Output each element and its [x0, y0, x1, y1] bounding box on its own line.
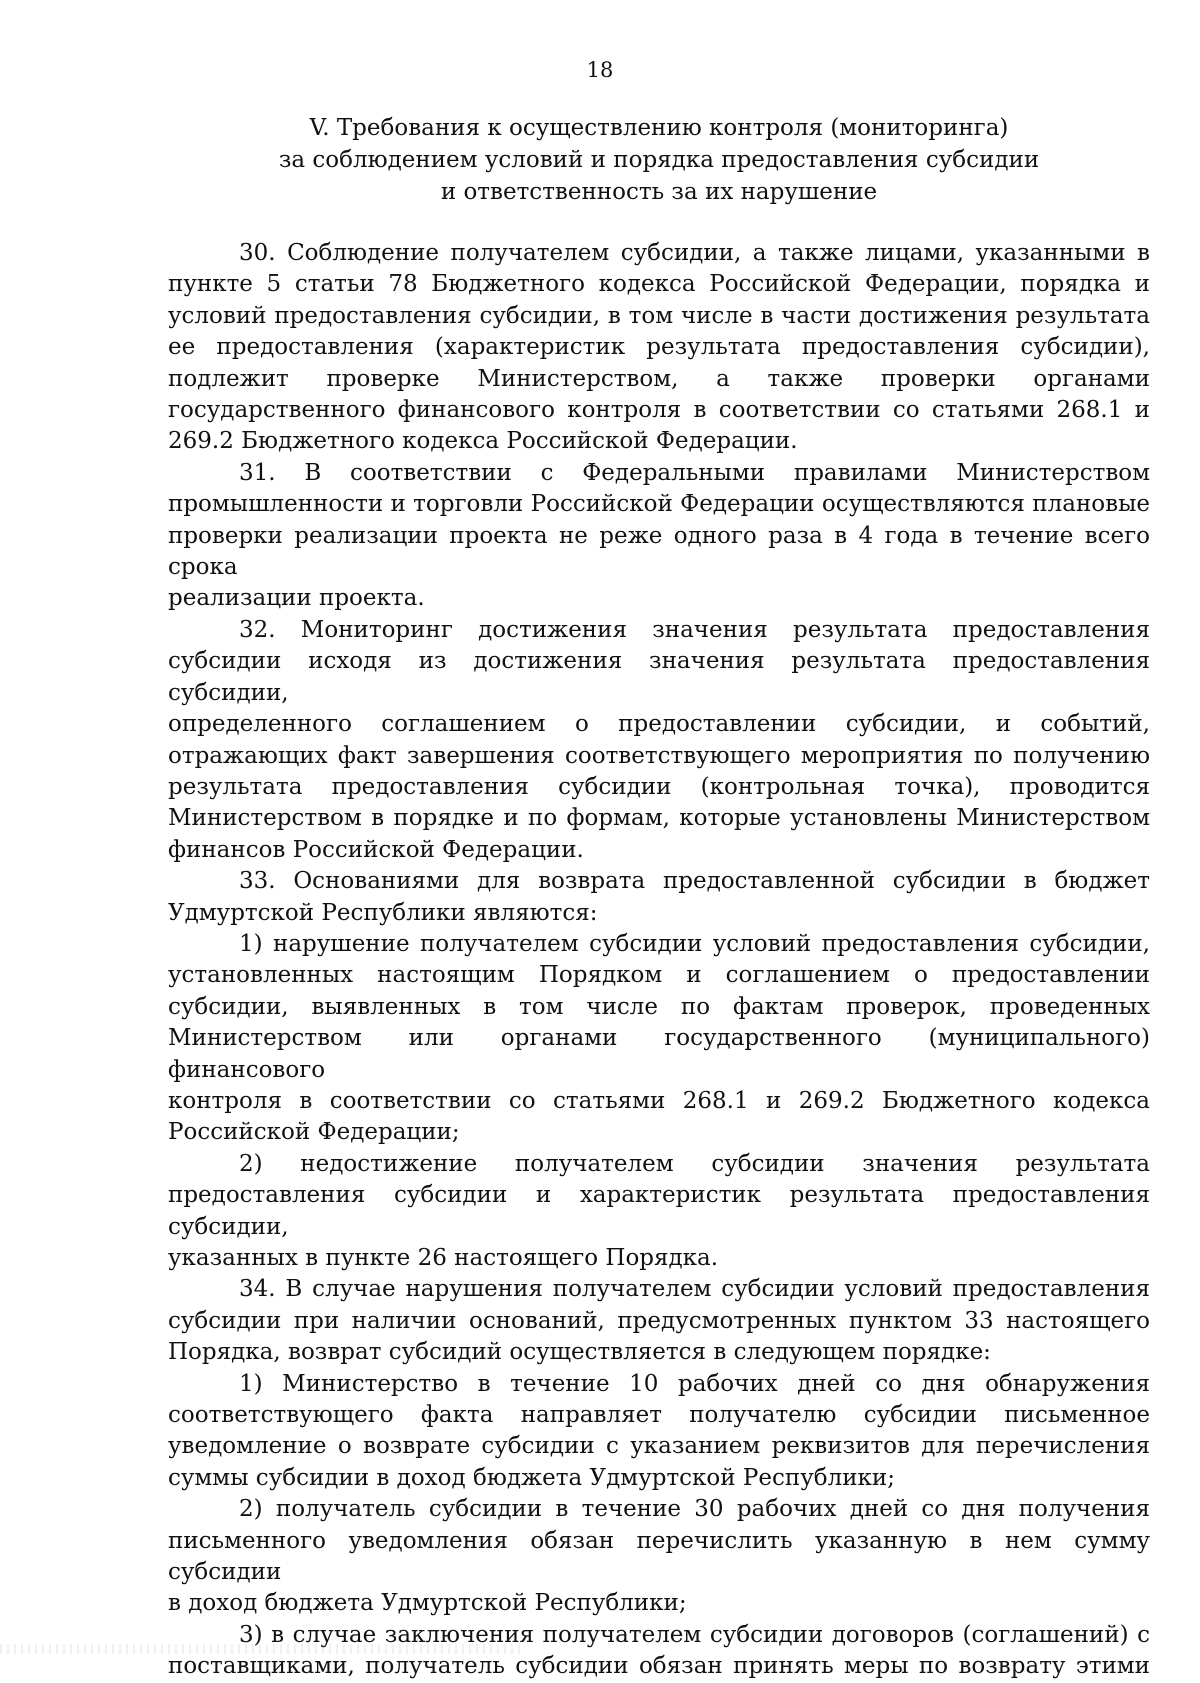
paragraph [168, 1274, 1150, 1368]
paragraph-line: 2) получатель субсидии в течение 30 рабочих дней со дня получения [239, 1496, 1150, 1523]
paragraph-line: 34. В случае нарушения получателем субсидии условий предоставления [239, 1276, 1150, 1303]
paragraph-line: субсидии, выявленных в том числе по фактам проверок, проведенных [168, 993, 1150, 1020]
paragraph-line: 2) недостижение получателем субсидии значения результата [239, 1150, 1150, 1177]
paragraph [168, 615, 1150, 866]
paragraph-line: 1) Министерство в течение 10 рабочих дней со дня обнаружения [239, 1370, 1150, 1397]
paragraph-line: результата предоставления субсидии (контрольная точка), проводится [168, 773, 1150, 800]
paragraph-line: реализации проекта. [168, 585, 425, 612]
paragraph-line: 269.2 Бюджетного кодекса Российской Федерации. [168, 428, 798, 455]
paragraph-line: предоставления субсидии и характеристик результата предоставления субсидии, [168, 1182, 1150, 1240]
paragraph-line: Удмуртской Республики являются: [168, 899, 598, 926]
paragraph-line: суммы субсидии в доход бюджета Удмуртской Республики; [168, 1464, 895, 1491]
paragraph-line: установленных настоящим Порядком и соглашением о предоставлении [168, 962, 1150, 989]
paragraph-line: 30. Соблюдение получателем субсидии, а также лицами, указанными в [239, 240, 1150, 266]
paragraph-line: государственного финансового контроля в соответствии со статьями 268.1 и [168, 397, 1150, 424]
paragraph-line: 31. В соответствии с Федеральными правилами Министерством [239, 459, 1150, 486]
paragraph-line: 33. Основаниями для возврата предоставленной субсидии в бюджет [239, 868, 1150, 895]
section-heading-line: и ответственность за их нарушение [440, 179, 878, 205]
page-number: 18 [586, 58, 614, 82]
paragraph [168, 238, 1150, 458]
paragraph-line: ее предоставления (характеристик результата предоставления субсидии), [168, 334, 1150, 361]
paragraph-line: отражающих факт завершения соответствующего мероприятия по получению [168, 742, 1150, 769]
paragraph-line: поставщиками, получатель субсидии обязан принять меры по возврату этими [168, 1653, 1150, 1680]
paragraph-line: субсидии исходя из достижения значения результата предоставления субсидии, [168, 648, 1150, 706]
paragraph-line: 1) нарушение получателем субсидии условий предоставления субсидии, [239, 930, 1150, 957]
section-heading-line: за соблюдением условий и порядка предоставления субсидии [278, 147, 1040, 173]
paragraph [168, 1149, 1150, 1275]
paragraph-line: 32. Мониторинг достижения значения результата предоставления [239, 616, 1150, 643]
document-body [168, 238, 1150, 1683]
paragraph [168, 1369, 1150, 1495]
paragraph-line: 3) в случае заключения получателем субсидии договоров (соглашений) с [239, 1621, 1150, 1648]
section-heading-line: V. Требования к осуществлению контроля (мониторинга) [309, 115, 1009, 141]
paragraph-line: контроля в соответствии со статьями 268.1 и 269.2 Бюджетного кодекса [168, 1087, 1150, 1114]
paragraph-line: письменного уведомления обязан перечислить указанную в нем сумму субсидии [168, 1527, 1150, 1586]
paragraph [168, 1494, 1150, 1620]
paragraph [168, 866, 1150, 929]
paragraph-line: указанных в пункте 26 настоящего Порядка. [168, 1245, 719, 1271]
paragraph-line: в доход бюджета Удмуртской Республики; [168, 1590, 687, 1617]
paragraph-line: проверки реализации проекта не реже одного раза в 4 года в течение всего срока [168, 522, 1150, 581]
paragraph-line: Порядка, возврат субсидий осуществляется в следующем порядке: [168, 1339, 991, 1366]
paragraph-line: соответствующего факта направляет получателю субсидии письменное [168, 1402, 1150, 1429]
paragraph [168, 929, 1150, 1149]
paragraph-line: уведомление о возврате субсидии с указанием реквизитов для перечисления [168, 1433, 1150, 1460]
paragraph-line: финансов Российской Федерации. [168, 836, 584, 863]
scan-artifact [0, 1644, 520, 1654]
paragraph-line: Министерством в порядке и по формам, которые установлены Министерством [168, 805, 1150, 832]
paragraph-line: промышленности и торговли Российской Федерации осуществляются плановые [168, 491, 1150, 518]
paragraph-line: субсидии при наличии оснований, предусмотренных пунктом 33 настоящего [168, 1307, 1150, 1334]
section-heading [168, 112, 1150, 208]
paragraph-line: определенного соглашением о предоставлении субсидии, и событий, [168, 711, 1150, 738]
paragraph-line: Российской Федерации; [168, 1119, 460, 1146]
paragraph-line: условий предоставления субсидии, в том числе в части достижения результата [168, 302, 1150, 329]
paragraph-line: подлежит проверке Министерством, а также проверки органами [168, 365, 1150, 392]
paragraph-line: пункте 5 статьи 78 Бюджетного кодекса Российской Федерации, порядка и [168, 271, 1150, 298]
paragraph [168, 458, 1150, 615]
paragraph-line: Министерством или органами государственного (муниципального) финансового [168, 1025, 1150, 1083]
